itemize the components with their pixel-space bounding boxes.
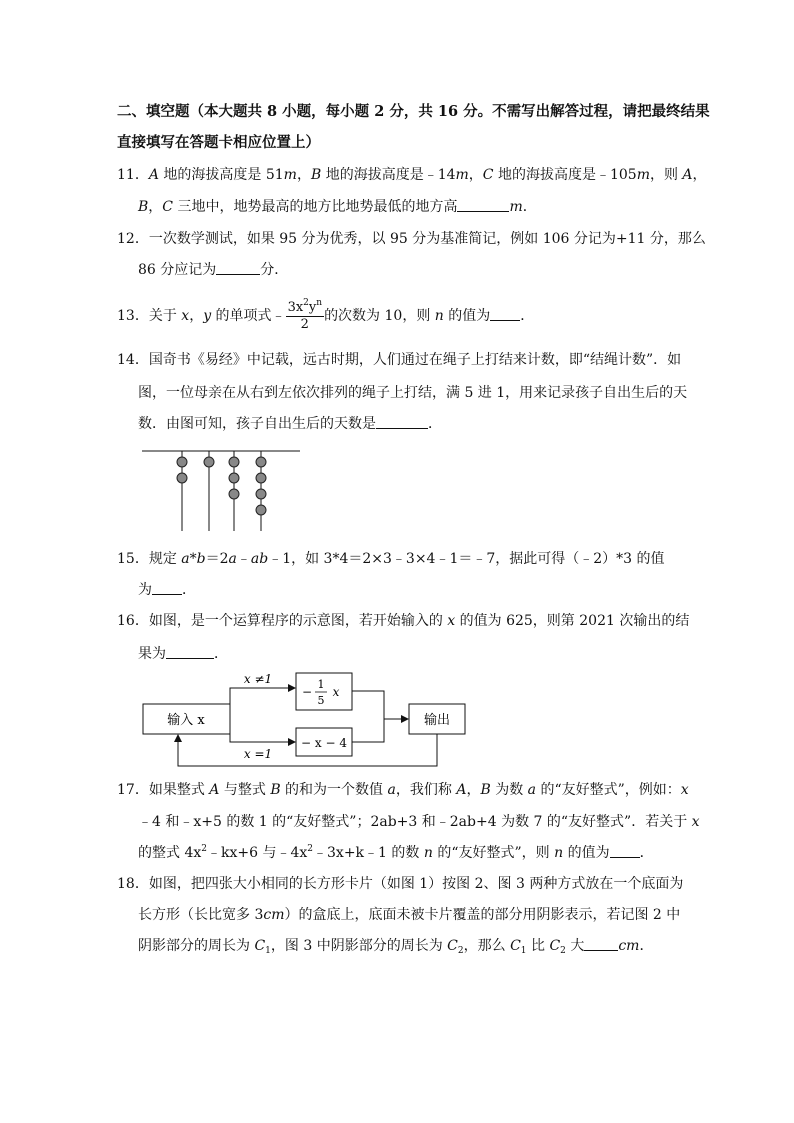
svg-text:−: −: [301, 685, 313, 699]
svg-text:1: 1: [317, 678, 325, 691]
q14-line1: 14．国奇书《易经》中记载，远古时期，人们通过在绳子上打结来计数，即“结绳计数”．如: [117, 352, 682, 368]
q11-line1: 11．A 地的海拔高度是 51m，B 地的海拔高度是﹣14m，C 地的海拔高度是﹣105m，则 A，: [117, 167, 707, 183]
monomial-fraction: $\frac{3x^2y^n}{2}$: [287, 297, 323, 332]
rope-knot: [204, 457, 214, 467]
q17-number: 17．: [117, 782, 149, 798]
section-title-line1: 二、填空题（本大题共 8 小题，每小题 2 分，共 16 分。不需写出解答过程，请把最终结果: [117, 103, 710, 120]
q18-line1: 18．如图，把四张大小相同的长方形卡片（如图 1）按图 2、图 3 两种方式放在一个底面为: [117, 876, 684, 892]
var-a: A: [148, 167, 159, 183]
q12-number: 12．: [117, 231, 149, 247]
q12-line1: 12．一次数学测试，如果 95 分为优秀，以 95 分为基准简记，例如 106 分记为+11 分，那么: [117, 231, 706, 247]
rope-knot: [229, 489, 239, 499]
svg-text:x: x: [332, 685, 340, 699]
svg-text:− x − 4: − x − 4: [301, 736, 347, 750]
rope-knot: [177, 457, 187, 467]
rope-knot: [256, 457, 266, 467]
q18-line3: 阴影部分的周长为 $C_1$，图 3 中阴影部分的周长为 $C_2$，那么 $C_1$ 比 $C_2$ 大 cm．: [138, 938, 654, 956]
q14-answer-blank[interactable]: [376, 414, 428, 429]
rope-knot: [256, 473, 266, 483]
q16-answer-blank[interactable]: [166, 644, 214, 659]
q15-number: 15．: [117, 551, 149, 567]
q14-line2: 图，一位母亲在从右到左依次排列的绳子上打结，满 5 进 1，用来记录孩子自出生后的天: [138, 385, 688, 401]
q18-answer-blank[interactable]: [584, 936, 618, 951]
rope-knot: [256, 505, 266, 515]
condition-top-label: x ≠1: [243, 672, 273, 686]
q14-number: 14．: [117, 352, 149, 368]
q11-line2: B，C 三地中，地势最高的地方比地势最低的地方高 m．: [138, 199, 537, 215]
q16-line2: 果为 ．: [138, 646, 228, 662]
condition-bottom-label: x =1: [243, 747, 273, 761]
q18-number: 18．: [117, 876, 149, 892]
q15-line2: 为 ．: [138, 582, 196, 598]
section-title-line2: 直接填写在答题卡相应位置上）: [117, 134, 320, 151]
arrow-to-top-box: [230, 688, 295, 719]
rope-knot: [177, 473, 187, 483]
q17-line3: 的整式 $4x^2﹣kx+6$ 与$﹣4x^2﹣3x+k﹣1$ 的数 n 的“友好整式”，则 n 的值为 ．: [138, 844, 654, 861]
operation-flowchart: [140, 668, 470, 770]
svg-text:5: 5: [317, 694, 325, 707]
q11-answer-blank[interactable]: [457, 197, 509, 212]
knot-rope-diagram: [140, 445, 302, 535]
q15-line1: 15．规定 a*b＝2a﹣ab﹣1，如 3*4＝2×3﹣3×4﹣1＝﹣7，据此可得（﹣2）*3 的值: [117, 551, 665, 567]
q17-line1: 17．如果整式 A 与整式 B 的和为一个数值 a，我们称 A，B 为数 a 的“友好整式”，例如：x: [117, 782, 689, 798]
rope-knot: [256, 489, 266, 499]
q15-answer-blank[interactable]: [152, 580, 182, 595]
q16-number: 16．: [117, 613, 149, 629]
q17-line2: ﹣4 和﹣x+5 的数 1 的“友好整式”；2ab+3 和﹣2ab+4 为数 7 的“友好整式”．若关于 x: [138, 814, 700, 830]
q16-line1: 16．如图，是一个运算程序的示意图，若开始输入的 x 的值为 625，则第 2021 次输出的结: [117, 613, 690, 629]
q12-line2: 86 分应记为 分．: [138, 262, 289, 278]
q12-answer-blank[interactable]: [216, 260, 260, 275]
input-label: 输入 x: [167, 713, 205, 728]
q13-answer-blank[interactable]: [490, 306, 520, 321]
q18-line2: 长方形（长比宽多 3cm）的盒底上，底面未被卡片覆盖的部分用阴影表示，若记图 2 中: [138, 907, 681, 923]
q13-number: 13．: [117, 308, 149, 324]
q13-line: 13．关于 x，y 的单项式﹣ $\frac{3x^2y^n}{2}$ 的次数为 10，则 n 的值为 ．: [117, 297, 535, 332]
q14-line3: 数．由图可知，孩子自出生后的天数是 ．: [138, 416, 442, 432]
arrow-to-bottom-box: [230, 719, 295, 742]
rope-knot: [229, 473, 239, 483]
rope-knot: [229, 457, 239, 467]
q11-number: 11．: [117, 167, 149, 183]
q17-answer-blank[interactable]: [610, 843, 640, 858]
output-label: 输出: [423, 713, 451, 728]
